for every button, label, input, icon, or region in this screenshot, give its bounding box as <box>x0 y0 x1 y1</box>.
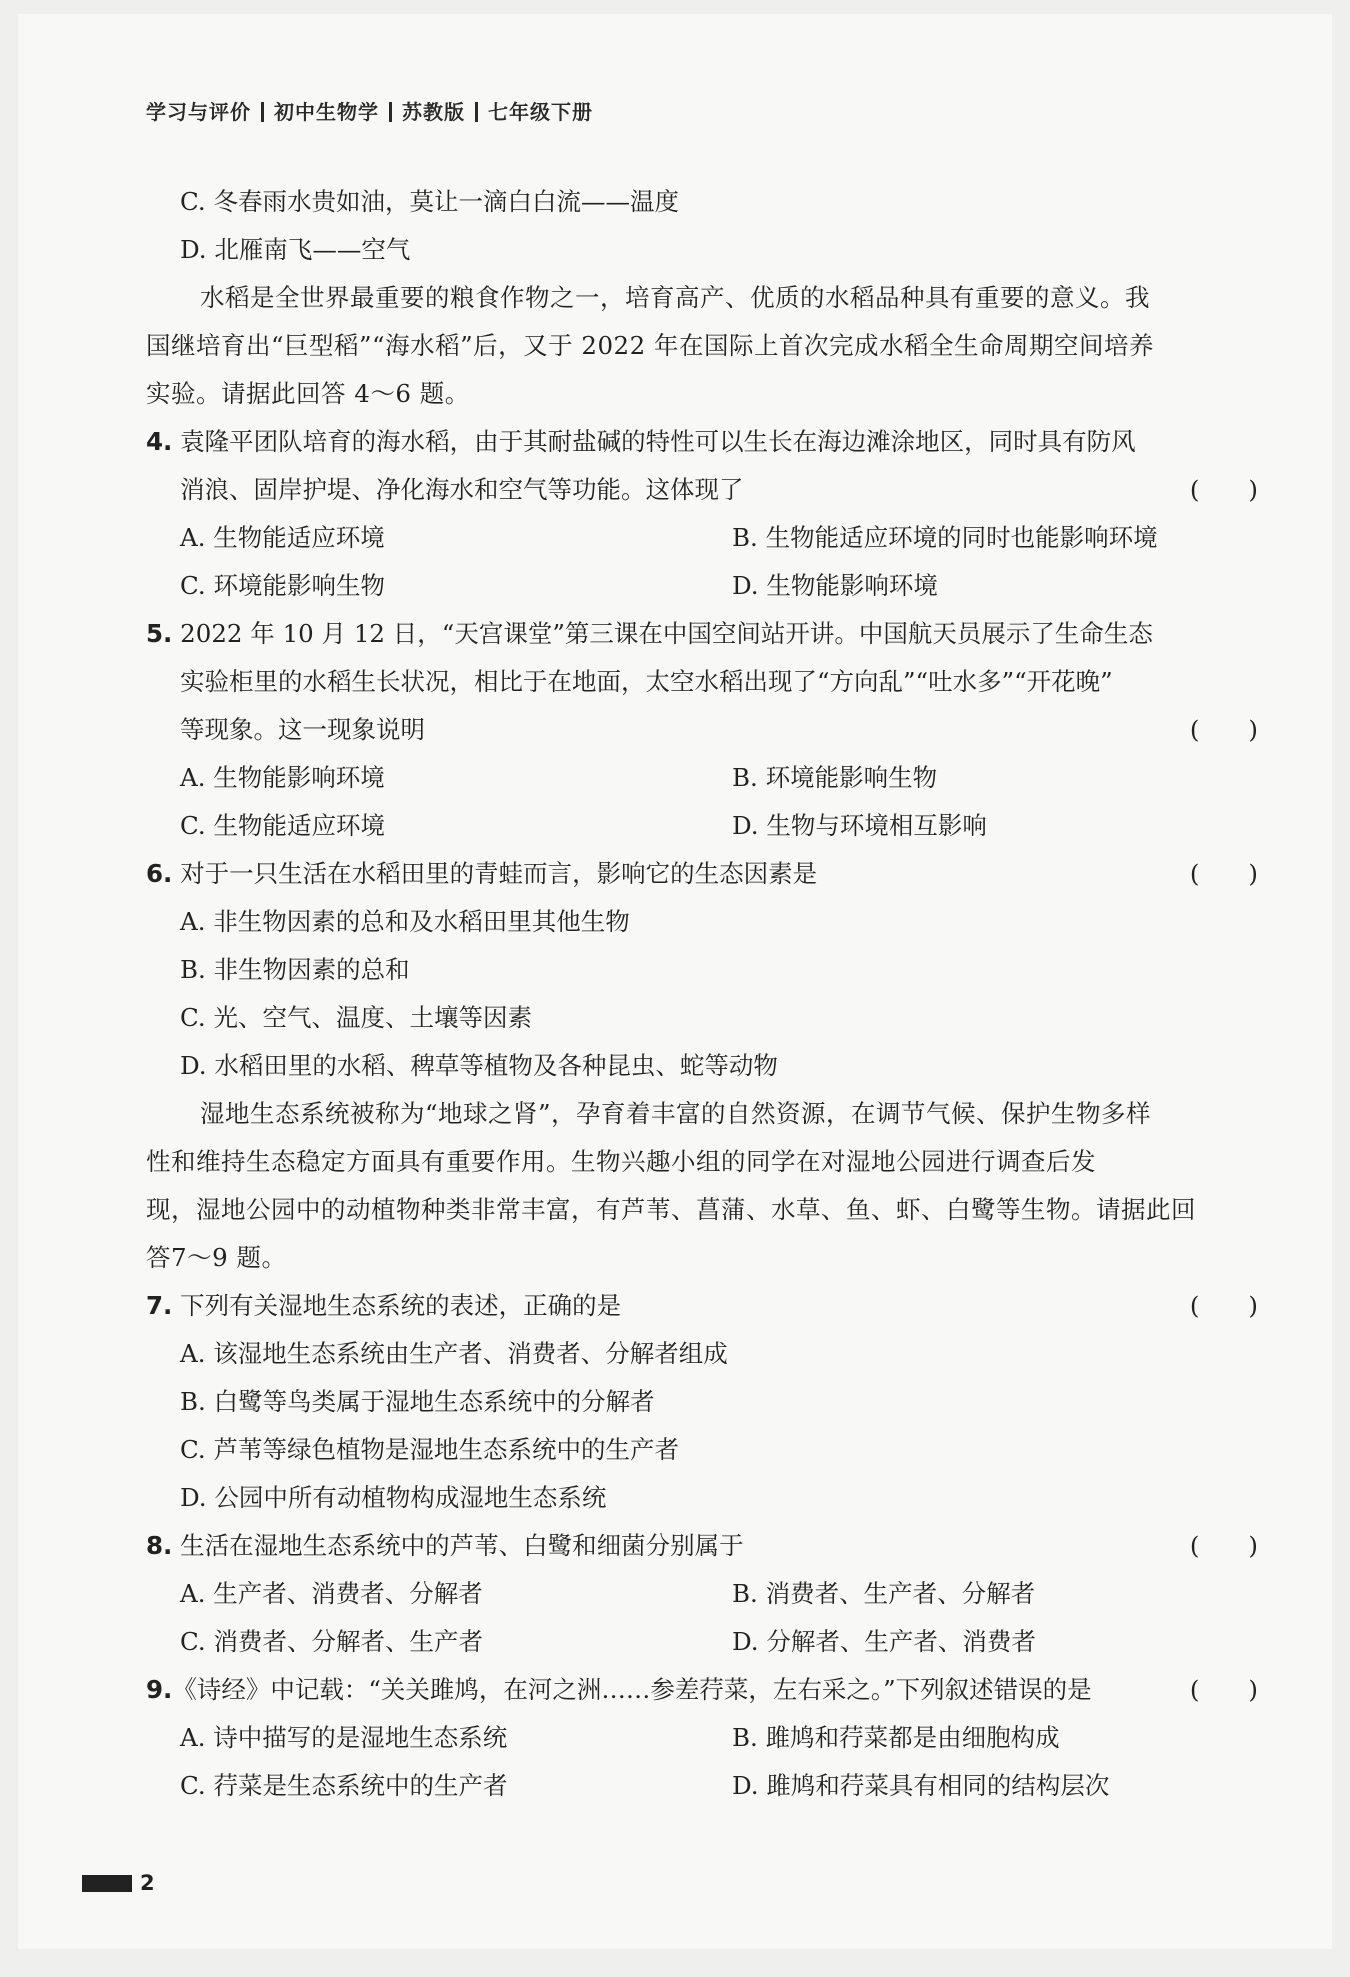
page-footer <box>82 1871 155 1895</box>
question-text: 消浪、固岸护堤、净化海水和空气等功能。这体现了 <box>180 475 744 504</box>
header-series: 学习与评价 <box>146 100 251 124</box>
page-number: 2 <box>140 1871 155 1895</box>
question-9-options-row <box>146 1714 1258 1762</box>
answer-blank: ( ) <box>1189 1291 1258 1320</box>
passage-2-line: 答7～9 题。 <box>146 1243 287 1272</box>
header-edition: 苏教版 <box>402 100 465 124</box>
header-divider <box>389 102 392 122</box>
option-c: C. 环境能影响生物 <box>180 571 385 600</box>
question-8-options-row <box>146 1570 1258 1618</box>
header-divider <box>475 102 478 122</box>
option-d: D. 生物与环境相互影响 <box>732 811 987 840</box>
question-5-stem-cont <box>146 706 1258 754</box>
page-content <box>146 178 1258 1810</box>
passage-1-line: 水稻是全世界最重要的粮食作物之一，培育高产、优质的水稻品种具有重要的意义。我 <box>200 283 1150 312</box>
question-text: 下列有关湿地生态系统的表述，正确的是 <box>180 1291 622 1320</box>
question-text: 2022 年 10 月 12 日，“天宫课堂”第三课在中国空间站开讲。中国航天员展示了生命生态 <box>180 619 1153 648</box>
header-subject: 初中生物学 <box>274 100 379 124</box>
option-a: A. 诗中描写的是湿地生态系统 <box>180 1723 508 1752</box>
option-b: B. 白鹭等鸟类属于湿地生态系统中的分解者 <box>180 1387 655 1416</box>
option-a: A. 生产者、消费者、分解者 <box>180 1579 483 1608</box>
option-d: D. 公园中所有动植物构成湿地生态系统 <box>180 1483 607 1512</box>
question-7-stem <box>146 1282 1258 1330</box>
question-5-options-row <box>146 754 1258 802</box>
option-a: A. 生物能适应环境 <box>180 523 385 552</box>
passage-2-line: 现，湿地公园中的动植物种类非常丰富，有芦苇、菖蒲、水草、鱼、虾、白鹭等生物。请据此回 <box>146 1195 1196 1224</box>
answer-blank: ( ) <box>1189 859 1258 888</box>
passage-1-line: 国继培育出“巨型稻”“海水稻”后，又于 2022 年在国际上首次完成水稻全生命周期空间培养 <box>146 331 1155 360</box>
option-d: D. 水稻田里的水稻、稗草等植物及各种昆虫、蛇等动物 <box>180 1051 778 1080</box>
question-5-stem-cont: 实验柜里的水稻生长状况，相比于在地面，太空水稻出现了“方向乱”“吐水多”“开花晚” <box>180 667 1113 696</box>
running-header <box>146 96 593 125</box>
footer-bar <box>82 1875 132 1892</box>
question-9-stem <box>146 1666 1258 1714</box>
option-a: A. 该湿地生态系统由生产者、消费者、分解者组成 <box>180 1339 728 1368</box>
question-8-stem <box>146 1522 1258 1570</box>
option-c: C. 芦苇等绿色植物是湿地生态系统中的生产者 <box>180 1435 679 1464</box>
option-b: B. 生物能适应环境的同时也能影响环境 <box>732 523 1158 552</box>
question-number: 4. <box>146 427 173 456</box>
question-number: 9. <box>146 1675 173 1704</box>
option-b: B. 雎鸠和荇菜都是由细胞构成 <box>732 1723 1060 1752</box>
question-text: 袁隆平团队培育的海水稻，由于其耐盐碱的特性可以生长在海边滩涂地区，同时具有防风 <box>180 427 1136 456</box>
passage-2-line: 性和维持生态稳定方面具有重要作用。生物兴趣小组的同学在对湿地公园进行调查后发 <box>146 1147 1096 1176</box>
question-text: 对于一只生活在水稻田里的青蛙而言，影响它的生态因素是 <box>180 859 818 888</box>
answer-blank: ( ) <box>1189 1675 1258 1704</box>
option-a: A. 生物能影响环境 <box>180 763 385 792</box>
question-6-stem <box>146 850 1258 898</box>
option-b: B. 非生物因素的总和 <box>180 955 410 984</box>
passage-1-line: 实验。请据此回答 4～6 题。 <box>146 379 470 408</box>
option-d: D. 分解者、生产者、消费者 <box>732 1627 1036 1656</box>
question-4-stem-cont <box>146 466 1258 514</box>
question-text: 等现象。这一现象说明 <box>180 715 425 744</box>
header-divider <box>261 102 264 122</box>
option-b: B. 消费者、生产者、分解者 <box>732 1579 1036 1608</box>
question-5-options-row <box>146 802 1258 850</box>
option-d: D. 生物能影响环境 <box>732 571 938 600</box>
question-5-stem <box>146 610 1258 658</box>
question-number: 6. <box>146 859 173 888</box>
question-4-options-row <box>146 514 1258 562</box>
question-number: 7. <box>146 1291 173 1320</box>
option-c: C. 生物能适应环境 <box>180 811 385 840</box>
page <box>18 14 1332 1949</box>
option-d: D. 雎鸠和荇菜具有相同的结构层次 <box>732 1771 1110 1800</box>
question-text: 《诗经》中记载：“关关雎鸠，在河之洲……参差荇菜，左右采之。”下列叙述错误的是 <box>172 1675 1092 1704</box>
question-text: 生活在湿地生态系统中的芦苇、白鹭和细菌分别属于 <box>180 1531 744 1560</box>
question-8-options-row <box>146 1618 1258 1666</box>
question-number: 8. <box>146 1531 173 1560</box>
answer-blank: ( ) <box>1189 475 1258 504</box>
answer-blank: ( ) <box>1189 715 1258 744</box>
option-c: C. 荇菜是生态系统中的生产者 <box>180 1771 508 1800</box>
question-9-options-row <box>146 1762 1258 1810</box>
option-c: C. 光、空气、温度、土壤等因素 <box>180 1003 532 1032</box>
passage-2-line: 湿地生态系统被称为“地球之肾”，孕育着丰富的自然资源，在调节气候、保护生物多样 <box>200 1099 1152 1128</box>
prev-option-c: C. 冬春雨水贵如油，莫让一滴白白流——温度 <box>180 187 679 216</box>
header-grade: 七年级下册 <box>488 100 593 124</box>
option-b: B. 环境能影响生物 <box>732 763 938 792</box>
question-number: 5. <box>146 619 173 648</box>
prev-option-d: D. 北雁南飞——空气 <box>180 235 411 264</box>
question-4-options-row <box>146 562 1258 610</box>
answer-blank: ( ) <box>1189 1531 1258 1560</box>
option-c: C. 消费者、分解者、生产者 <box>180 1627 483 1656</box>
option-a: A. 非生物因素的总和及水稻田里其他生物 <box>180 907 630 936</box>
question-4-stem <box>146 418 1258 466</box>
